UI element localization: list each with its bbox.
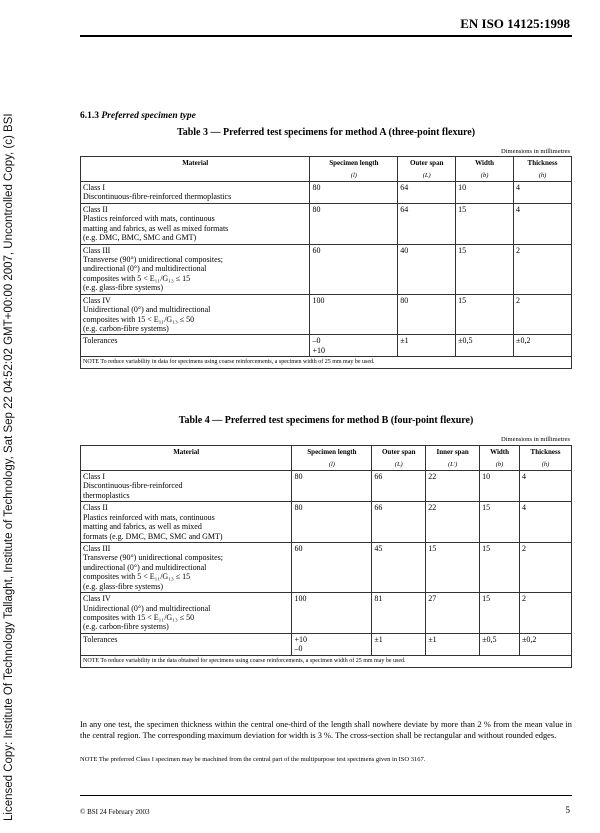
table4-thickness-cell: ±0,2 xyxy=(520,633,572,655)
note-paragraph: NOTE The preferred Class I specimen may be machined from the central part of the multipurpose test specimens given in ISO 3167. xyxy=(80,756,426,763)
table3-header-symbol: (b) xyxy=(480,172,489,180)
table3-note-row xyxy=(81,357,572,369)
table4-material-class: Class III xyxy=(83,543,111,553)
table3-row xyxy=(81,181,572,203)
table3-header-label: Material xyxy=(182,159,209,167)
table4-header-symbol: (L′) xyxy=(447,461,458,469)
table4-material-description: composites with 5 < E₁₁/G₁₃ ≤ 15 xyxy=(83,572,191,582)
table3-span-cell: 40 xyxy=(398,244,456,294)
table4-header-symbol: (h) xyxy=(541,461,550,469)
table3-header-symbol: (h) xyxy=(538,172,547,180)
table4-row xyxy=(81,470,572,501)
table3-header-cell xyxy=(398,157,456,182)
table4-material-cell xyxy=(81,593,292,634)
table3-length-cell: 60 xyxy=(310,244,398,294)
table4-inner-cell: 27 xyxy=(426,593,480,634)
table3-length-value-line: +10 xyxy=(312,345,325,355)
section-title: Preferred specimen type xyxy=(101,111,196,121)
table4-thickness-cell: 2 xyxy=(520,542,572,592)
table4-material-cell xyxy=(81,542,292,592)
table4-length-value-line: –0 xyxy=(294,644,303,654)
table4-material-description: matting and fabrics, as well as mixed xyxy=(83,522,202,532)
table4-thickness-cell: 4 xyxy=(520,502,572,543)
table3-row xyxy=(81,244,572,294)
table3-row xyxy=(81,294,572,335)
table3-material-cell xyxy=(81,203,310,244)
table3-row xyxy=(81,335,572,357)
table4-thickness-cell: 4 xyxy=(520,470,572,501)
table3-dimensions-note: Dimensions in millimetres xyxy=(501,148,570,155)
table3-material-cell xyxy=(81,181,310,203)
table3-length-value-line: –0 xyxy=(312,336,321,346)
table4-row xyxy=(81,502,572,543)
table4-outer-cell: 81 xyxy=(372,593,426,634)
table4-header-row xyxy=(81,446,572,471)
table3-material-cell xyxy=(81,335,310,357)
table4-width-cell: 15 xyxy=(480,542,520,592)
table3-width-cell: ±0,5 xyxy=(456,335,514,357)
table3-header-cell xyxy=(310,157,398,182)
table3-thickness-cell: 2 xyxy=(514,244,572,294)
table4-width-cell: 15 xyxy=(480,593,520,634)
table3-header-cell xyxy=(514,157,572,182)
table4-length-cell: 100 xyxy=(292,593,372,634)
table3-header-row xyxy=(81,157,572,182)
table3-length-cell: 100 xyxy=(310,294,398,335)
table4-header-label: Width xyxy=(490,448,510,456)
table3-header-label: Specimen length xyxy=(329,159,379,167)
table4-material-description: Discontinuous-fibre-reinforced xyxy=(83,481,183,491)
table4-material-cell xyxy=(81,633,292,655)
table3-material-cell xyxy=(81,244,310,294)
table3-header-label: Width xyxy=(475,159,495,167)
table3-span-cell: ±1 xyxy=(398,335,456,357)
table4-length-cell: 60 xyxy=(292,542,372,592)
table3-caption: Table 3 — Preferred test specimens for method A (three-point flexure) xyxy=(176,127,476,138)
table3-thickness-cell: 2 xyxy=(514,294,572,335)
table4-header-symbol: (b) xyxy=(495,461,504,469)
table4-material-description: undirectional (0°) and multidirectional xyxy=(83,562,207,572)
table3-material-class: Class I xyxy=(83,182,105,192)
license-watermark: Licensed Copy: Institute Of Technology Tallaght, Institute of Technology, Sat Sep 22 04:52:02 GMT+00:00 2007, Uncontrolled Copy, (c) BSI xyxy=(3,113,15,821)
table4-note-row xyxy=(81,655,572,667)
table3-material-description: Plastics reinforced with mats, continuous xyxy=(83,214,215,224)
table4-material-description: Plastics reinforced with mats, continuous xyxy=(83,512,215,522)
table4-header-cell xyxy=(372,446,426,471)
table4-length-value-line: +10 xyxy=(294,634,307,644)
table4-header-cell xyxy=(81,446,292,471)
table4-outer-cell: ±1 xyxy=(372,633,426,655)
table4-length-cell: 80 xyxy=(292,470,372,501)
table3-row xyxy=(81,203,572,244)
table4-inner-cell: 22 xyxy=(426,502,480,543)
table3 xyxy=(80,156,572,369)
table4-header-cell xyxy=(292,446,372,471)
table4-outer-cell: 66 xyxy=(372,470,426,501)
header-rule xyxy=(80,35,572,37)
table4-outer-cell: 45 xyxy=(372,542,426,592)
table4-inner-cell: 22 xyxy=(426,470,480,501)
table4-dimensions-note: Dimensions in millimetres xyxy=(501,436,570,443)
table4-caption: Table 4 — Preferred test specimens for method B (four-point flexure) xyxy=(178,415,474,426)
table3-material-description: matting and fabrics, as well as mixed formats xyxy=(83,223,229,233)
table4-material-class: Class I xyxy=(83,471,105,481)
table4-thickness-cell: 2 xyxy=(520,593,572,634)
table4-header-cell xyxy=(520,446,572,471)
table4-width-cell: 15 xyxy=(480,502,520,543)
table4-material-description: (e.g. glass-fibre systems) xyxy=(83,581,163,591)
table4-length-cell xyxy=(292,633,372,655)
table3-span-cell: 64 xyxy=(398,203,456,244)
table3-header-label: Outer span xyxy=(409,159,444,167)
table4-material-description: Unidirectional (0°) and multidirectional xyxy=(83,603,211,613)
table4-row xyxy=(81,593,572,634)
footer-copyright: © BSI 24 February 2003 xyxy=(80,808,150,816)
body-paragraph: In any one test, the specimen thickness within the central one-third of the length shall nowhere deviate by more than 2 % from the mean value in the central region. The corresponding maximum deviation for width is 3 %. The cross-section shall be rectangular and without rounded edges. xyxy=(80,720,572,740)
table4-header-cell xyxy=(480,446,520,471)
table3-thickness-cell: 4 xyxy=(514,203,572,244)
footer-rule xyxy=(80,795,572,796)
table4-outer-cell: 66 xyxy=(372,502,426,543)
table4-inner-cell: 15 xyxy=(426,542,480,592)
table3-length-cell: 80 xyxy=(310,181,398,203)
page-number: 5 xyxy=(565,805,570,815)
table3-material-description: (e.g. DMC, BMC, SMC and GMT) xyxy=(83,233,197,243)
table4-row xyxy=(81,542,572,592)
table3-material-class: Class II xyxy=(83,204,108,214)
table3-thickness-cell: ±0,2 xyxy=(514,335,572,357)
table3-width-cell: 15 xyxy=(456,294,514,335)
table4-material-cell xyxy=(81,502,292,543)
table4-material-description: (e.g. carbon-fibre systems) xyxy=(83,622,169,632)
table4-header-symbol: (L) xyxy=(394,461,403,469)
table3-material-description: (e.g. carbon-fibre systems) xyxy=(83,324,169,334)
table3-header-cell xyxy=(81,157,310,182)
table3-header-symbol: (L) xyxy=(422,172,431,180)
table4-header-label: Material xyxy=(173,448,200,456)
table3-material-description: Transverse (90°) unidirectional composites; xyxy=(83,254,223,264)
table3-material-class: Class III xyxy=(83,245,111,255)
table3-length-cell xyxy=(310,335,398,357)
table4-row xyxy=(81,633,572,655)
table4-material-description: thermoplastics xyxy=(83,490,130,500)
table4-header-symbol: (l) xyxy=(328,461,335,469)
table3-material-description: Discontinuous-fibre-reinforced thermoplastics xyxy=(83,192,232,202)
table3-header-cell xyxy=(456,157,514,182)
table4-note: NOTE To reduce variability in the data obtained for specimens using coarse reinforcements, a specimen width of 25 mm may be used. xyxy=(81,655,572,667)
table4-width-cell: ±0,5 xyxy=(480,633,520,655)
table4-header-label: Inner span xyxy=(436,448,469,456)
table3-width-cell: 15 xyxy=(456,203,514,244)
table3-length-cell: 80 xyxy=(310,203,398,244)
table4-width-cell: 10 xyxy=(480,470,520,501)
table3-material-class: Tolerances xyxy=(83,336,118,346)
table3-material-description: undirectional (0°) and multidirectional xyxy=(83,264,207,274)
table4-header-label: Thickness xyxy=(530,448,561,456)
section-heading xyxy=(80,111,196,121)
table3-thickness-cell: 4 xyxy=(514,181,572,203)
table3-material-description: composites with 15 < E₁₁/G₁₃ ≤ 50 xyxy=(83,314,195,324)
section-number: 6.1.3 xyxy=(80,111,99,121)
table3-material-cell xyxy=(81,294,310,335)
table4-material-description: Transverse (90°) unidirectional composites; xyxy=(83,553,223,563)
table4-header-label: Specimen length xyxy=(307,448,357,456)
table3-span-cell: 80 xyxy=(398,294,456,335)
table3-material-description: (e.g. glass-fibre systems) xyxy=(83,283,163,293)
document-code: EN ISO 14125:1998 xyxy=(460,16,570,31)
table3-material-class: Class IV xyxy=(83,295,111,305)
table3-width-cell: 10 xyxy=(456,181,514,203)
table4-header-label: Outer span xyxy=(381,448,416,456)
table3-width-cell: 15 xyxy=(456,244,514,294)
table4-material-description: composites with 15 < E₁₁/G₁₃ ≤ 50 xyxy=(83,613,195,623)
table4-material-description: formats (e.g. DMC, BMC, SMC and GMT) xyxy=(83,531,223,541)
table4-material-class: Tolerances xyxy=(83,634,118,644)
table4-inner-cell: ±1 xyxy=(426,633,480,655)
table4-header-cell xyxy=(426,446,480,471)
table4-material-cell xyxy=(81,470,292,501)
table3-header-label: Thickness xyxy=(527,159,558,167)
table3-material-description: Unidirectional (0°) and multidirectional xyxy=(83,305,211,315)
table4-material-class: Class IV xyxy=(83,594,111,604)
table3-note: NOTE To reduce variability in data for specimens using coarse reinforcements, a specimen width of 25 mm may be used. xyxy=(81,357,572,369)
table4 xyxy=(80,445,572,668)
table3-header-symbol: (l) xyxy=(350,172,357,180)
table4-material-class: Class II xyxy=(83,503,108,513)
table3-span-cell: 64 xyxy=(398,181,456,203)
table3-material-description: composites with 5 < E₁₁/G₁₃ ≤ 15 xyxy=(83,273,191,283)
table4-length-cell: 80 xyxy=(292,502,372,543)
